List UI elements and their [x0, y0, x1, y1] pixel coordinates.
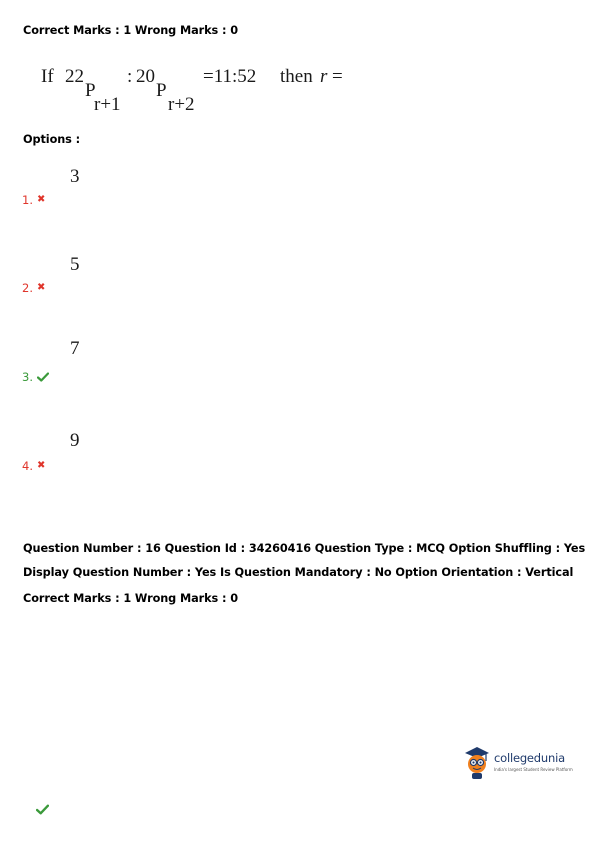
- check-icon: [36, 804, 49, 815]
- option-2: [22, 281, 45, 295]
- option-1: [22, 193, 45, 207]
- option-3: [22, 370, 49, 384]
- formula-colon: :: [127, 66, 133, 87]
- formula-n2: 20: [136, 66, 155, 87]
- option-2-value: 5: [70, 254, 80, 275]
- question-formula: [41, 60, 381, 116]
- option-4-value: 9: [70, 430, 80, 451]
- question-info-line-2: Display Question Number : Yes Is Question Mandatory : No Option Orientation : Vertical: [23, 566, 574, 579]
- formula-n1: 22: [65, 66, 84, 87]
- cross-icon: ✖: [36, 194, 46, 205]
- option-1-number: 1.: [22, 193, 33, 207]
- option-1-value: 3: [70, 166, 80, 187]
- mascot-icon: [462, 744, 492, 780]
- formula-var: r: [320, 66, 328, 87]
- formula-p2: P: [156, 80, 167, 101]
- collegedunia-logo: [462, 744, 580, 784]
- formula-p1: P: [85, 80, 96, 101]
- formula-ratio: =11:52: [203, 66, 257, 87]
- check-icon: [37, 372, 49, 382]
- logo-tagline: India's largest Student Review Platform: [494, 767, 573, 772]
- option-4: [22, 459, 45, 473]
- option-4-number: 4.: [22, 459, 33, 473]
- option-3-number: 3.: [22, 370, 33, 384]
- option-2-number: 2.: [22, 281, 33, 295]
- formula-eq: =: [332, 66, 343, 87]
- formula-sub2: r+2: [168, 94, 195, 115]
- question-info-line-1: Question Number : 16 Question Id : 34260416 Question Type : MCQ Option Shuffling : Yes: [23, 542, 586, 555]
- correct-wrong-marks: Correct Marks : 1 Wrong Marks : 0: [23, 24, 239, 37]
- options-heading: Options :: [23, 133, 81, 146]
- formula-sub1: r+1: [94, 94, 121, 115]
- formula-if: If: [41, 66, 54, 87]
- cross-icon: ✖: [36, 282, 46, 293]
- question-info-marks: Correct Marks : 1 Wrong Marks : 0: [23, 592, 239, 605]
- cross-icon: ✖: [36, 460, 46, 471]
- formula-then: then: [280, 66, 313, 87]
- logo-name: collegedunia: [494, 751, 565, 765]
- option-3-value: 7: [70, 338, 80, 359]
